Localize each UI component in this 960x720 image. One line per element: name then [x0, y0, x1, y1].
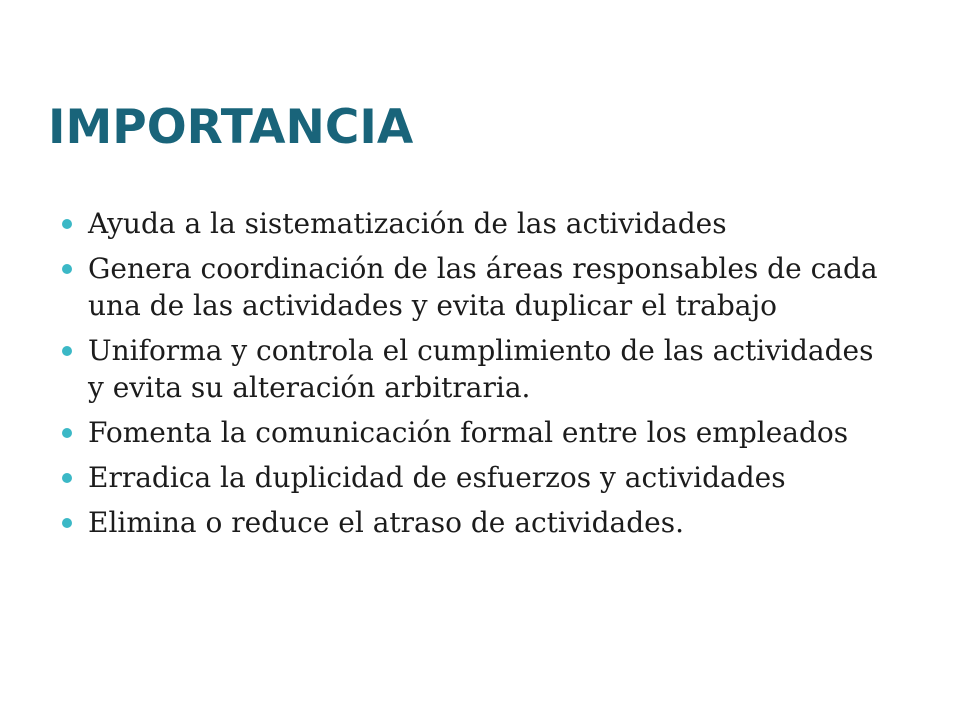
bullet-icon: [62, 219, 72, 229]
list-item: [62, 459, 882, 496]
list-item: [62, 504, 882, 541]
bullet-icon: [62, 428, 72, 438]
bullet-list: [62, 205, 882, 549]
bullet-text: Erradica la duplicidad de esfuerzos y actividades: [88, 461, 786, 494]
list-item: [62, 205, 882, 242]
slide-title: IMPORTANCIA: [48, 100, 414, 155]
bullet-text: Fomenta la comunicación formal entre los empleados: [88, 416, 849, 449]
list-item: [62, 414, 882, 451]
bullet-icon: [62, 473, 72, 483]
list-item: [62, 332, 882, 406]
bullet-icon: [62, 518, 72, 528]
bullet-text: Elimina o reduce el atraso de actividades.: [88, 506, 685, 539]
bullet-text: Genera coordinación de las áreas responsables de cada una de las actividades y evita duplicar el trabajo: [88, 252, 878, 322]
bullet-icon: [62, 346, 72, 356]
bullet-icon: [62, 264, 72, 274]
bullet-text: Ayuda a la sistematización de las actividades: [88, 207, 727, 240]
list-item: [62, 250, 882, 324]
bullet-text: Uniforma y controla el cumplimiento de las actividades y evita su alteración arbitraria.: [88, 334, 874, 404]
